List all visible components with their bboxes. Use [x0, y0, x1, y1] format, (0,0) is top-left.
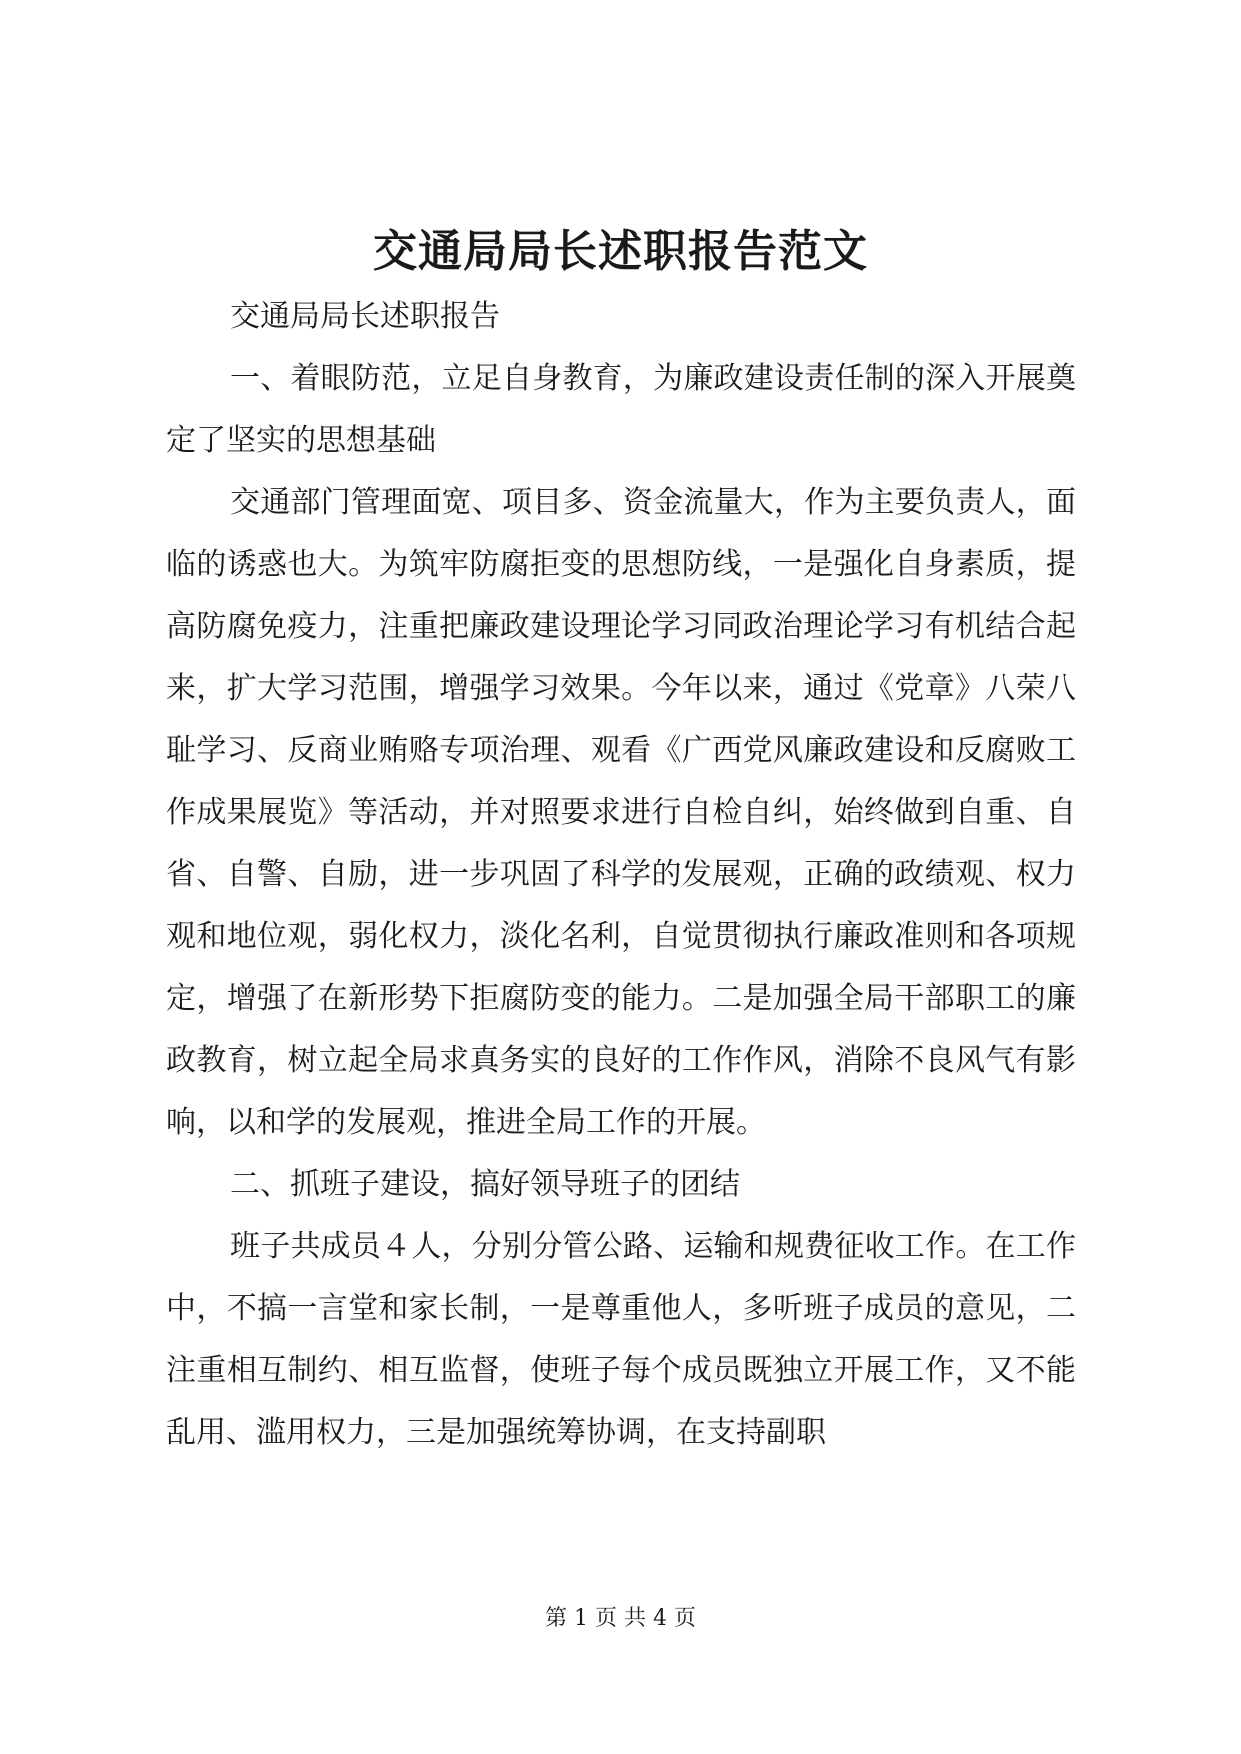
document-body — [166, 286, 1076, 1464]
section-heading-2: 二、抓班子建设，搞好领导班子的团结 — [230, 1167, 740, 1202]
page-number-footer: 第 1 页 共 4 页 — [545, 1606, 696, 1631]
document-title: 交通局局长述职报告范文 — [373, 226, 868, 277]
paragraph-2: 班子共成员４人，分别分管公路、运输和规费征收工作。在工作中，不搞一言堂和家长制，一是尊重他人，多听班子成员的意见，二注重相互制约、相互监督，使班子每个成员既独立开展工作，又不能乱用、滥用权力，三是加强统筹协调，在支持副职 — [166, 1229, 1076, 1450]
paragraph-1: 交通部门管理面宽、项目多、资金流量大，作为主要负责人，面临的诱惑也大。为筑牢防腐拒变的思想防线，一是强化自身素质，提高防腐免疫力，注重把廉政建设理论学习同政治理论学习有机结合起来，扩大学习范围，增强学习效果。今年以来，通过《党章》八荣八耻学习、反商业贿赂专项治理、观看《广西党风廉政建设和反腐败工作成果展览》等活动，并对照要求进行自检自纠，始终做到自重、自省、自警、自励，进一步巩固了科学的发展观，正确的政绩观、权力观和地位观，弱化权力，淡化名利，自觉贯彻执行廉政准则和各项规定，增强了在新形势下拒腐防变的能力。二是加强全局干部职工的廉政教育，树立起全局求真务实的良好的工作作风，消除不良风气有影响，以和学的发展观，推进全局工作的开展。 — [166, 485, 1076, 1140]
section-heading-1: 一、着眼防范，立足自身教育，为廉政建设责任制的深入开展奠定了坚实的思想基础 — [166, 361, 1076, 458]
report-heading: 交通局局长述职报告 — [230, 299, 500, 334]
